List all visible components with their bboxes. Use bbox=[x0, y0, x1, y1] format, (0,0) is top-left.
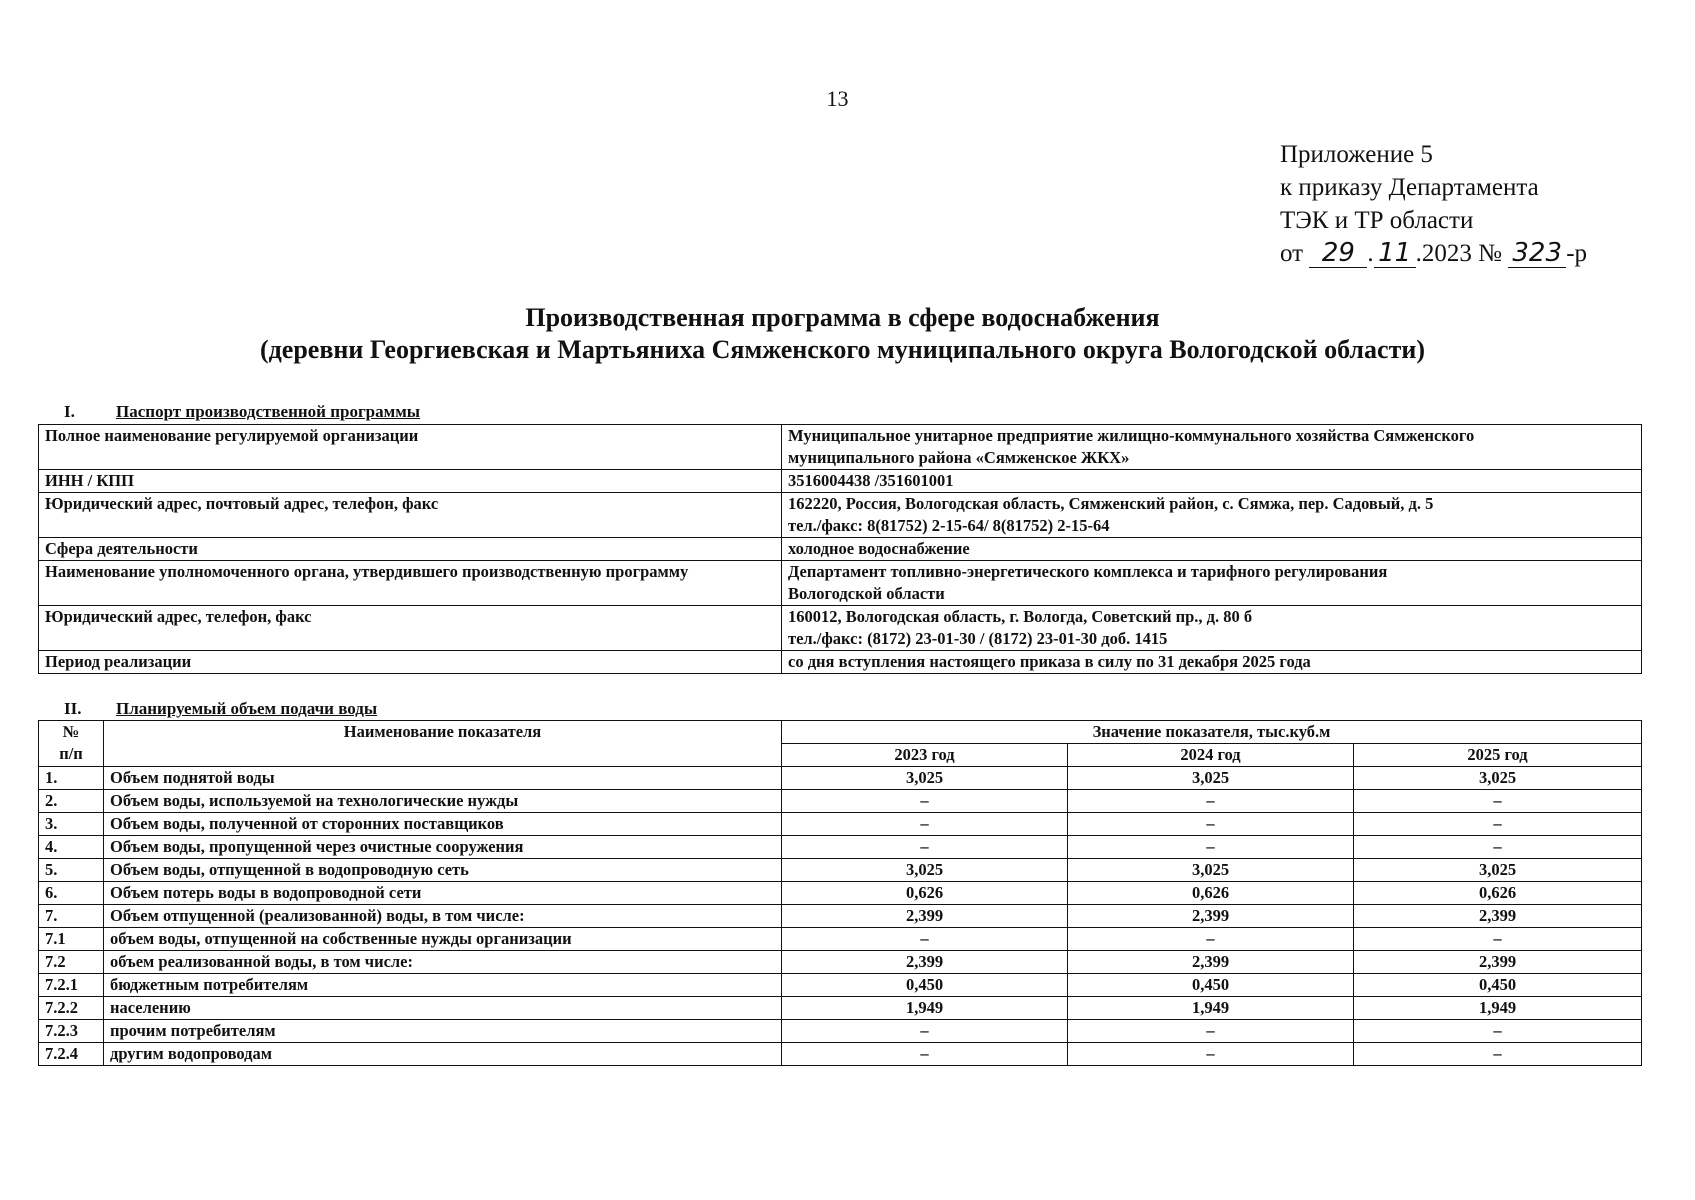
row-value-2023: 2,399 bbox=[782, 951, 1068, 974]
passport-value-line-1: Муниципальное унитарное предприятие жилищно-коммунального хозяйства Сямженского bbox=[788, 426, 1475, 445]
section-1-number: I. bbox=[64, 402, 75, 421]
row-indicator-name: Объем воды, используемой на технологические нужды bbox=[104, 790, 782, 813]
row-number: 2. bbox=[39, 790, 104, 813]
passport-value-line-2: тел./факс: (8172) 23-01-30 / (8172) 23-01-30 доб. 1415 bbox=[788, 629, 1168, 648]
row-value-2025: – bbox=[1354, 1020, 1642, 1043]
row-value-2023: – bbox=[782, 1043, 1068, 1066]
row-number: 7.2.2 bbox=[39, 997, 104, 1020]
table-row bbox=[39, 813, 1642, 836]
row-value-2024: – bbox=[1068, 1020, 1354, 1043]
row-value-2023: – bbox=[782, 928, 1068, 951]
passport-value bbox=[782, 538, 1642, 561]
row-number: 7. bbox=[39, 905, 104, 928]
order-suffix: -р bbox=[1566, 240, 1588, 267]
passport-value-line-1: 160012, Вологодская область, г. Вологда, Советский пр., д. 80 б bbox=[788, 607, 1253, 626]
section-1-heading bbox=[64, 402, 420, 422]
row-indicator-name: Объем воды, пропущенной через очистные сооружения bbox=[104, 836, 782, 859]
passport-value-line-2: тел./факс: 8(81752) 2-15-64/ 8(81752) 2-15-64 bbox=[788, 516, 1110, 535]
row-value-2023: 1,949 bbox=[782, 997, 1068, 1020]
title-line-1: Производственная программа в сфере водоснабжения bbox=[525, 303, 1160, 332]
table-row bbox=[39, 1043, 1642, 1066]
row-indicator-name: Объем потерь воды в водопроводной сети bbox=[104, 882, 782, 905]
row-value-2023: – bbox=[782, 790, 1068, 813]
row-value-2024: 2,399 bbox=[1068, 905, 1354, 928]
row-indicator-name: объем реализованной воды, в том числе: bbox=[104, 951, 782, 974]
passport-value-line-1: Департамент топливно-энергетического комплекса и тарифного регулирования bbox=[788, 562, 1388, 581]
row-value-2023: 3,025 bbox=[782, 767, 1068, 790]
passport-value-line-1: 162220, Россия, Вологодская область, Сямженский район, с. Сямжа, пер. Садовый, д. 5 bbox=[788, 494, 1434, 513]
header-name-cell: Наименование показателя bbox=[104, 721, 782, 767]
row-value-2025: – bbox=[1354, 1043, 1642, 1066]
passport-value bbox=[782, 470, 1642, 493]
appendix-block bbox=[1280, 138, 1587, 270]
header-year-2025: 2025 год bbox=[1354, 744, 1642, 767]
row-value-2025: 3,025 bbox=[1354, 767, 1642, 790]
passport-label: ИНН / КПП bbox=[39, 470, 782, 493]
row-indicator-name: бюджетным потребителям bbox=[104, 974, 782, 997]
row-number: 7.2 bbox=[39, 951, 104, 974]
row-indicator-name: Объем воды, отпущенной в водопроводную сеть bbox=[104, 859, 782, 882]
row-value-2025: 2,399 bbox=[1354, 951, 1642, 974]
row-value-2025: 2,399 bbox=[1354, 905, 1642, 928]
row-indicator-name: прочим потребителям bbox=[104, 1020, 782, 1043]
header-row bbox=[39, 721, 1642, 744]
table-row bbox=[39, 997, 1642, 1020]
row-value-2023: 0,450 bbox=[782, 974, 1068, 997]
row-number: 4. bbox=[39, 836, 104, 859]
passport-value bbox=[782, 425, 1642, 470]
row-value-2025: 0,450 bbox=[1354, 974, 1642, 997]
date-prefix: от bbox=[1280, 240, 1304, 267]
row-number: 7.2.1 bbox=[39, 974, 104, 997]
row-value-2024: – bbox=[1068, 836, 1354, 859]
date-month: 11 bbox=[1374, 239, 1416, 268]
row-value-2024: 3,025 bbox=[1068, 767, 1354, 790]
passport-value bbox=[782, 606, 1642, 651]
section-2-title: Планируемый объем подачи воды bbox=[116, 699, 378, 718]
section-1-title: Паспорт производственной программы bbox=[116, 402, 421, 421]
header-year-2024: 2024 год bbox=[1068, 744, 1354, 767]
row-indicator-name: объем воды, отпущенной на собственные нужды организации bbox=[104, 928, 782, 951]
passport-value-line-1: холодное водоснабжение bbox=[788, 539, 970, 558]
passport-label: Сфера деятельности bbox=[39, 538, 782, 561]
table-row bbox=[39, 1020, 1642, 1043]
passport-label: Полное наименование регулируемой организации bbox=[39, 425, 782, 470]
passport-row bbox=[39, 606, 1642, 651]
row-value-2024: – bbox=[1068, 1043, 1354, 1066]
appendix-line-1: Приложение 5 bbox=[1280, 141, 1433, 168]
row-value-2025: – bbox=[1354, 928, 1642, 951]
document-title bbox=[0, 302, 1685, 366]
water-volume-table bbox=[38, 720, 1642, 1066]
row-number: 6. bbox=[39, 882, 104, 905]
passport-row bbox=[39, 425, 1642, 470]
row-value-2023: – bbox=[782, 836, 1068, 859]
date-separator: . bbox=[1367, 240, 1374, 267]
table-row bbox=[39, 882, 1642, 905]
row-number: 3. bbox=[39, 813, 104, 836]
table-row bbox=[39, 836, 1642, 859]
title-line-2: (деревни Георгиевская и Мартьяниха Сямженского муниципального округа Вологодской области) bbox=[260, 335, 1425, 364]
order-number: 323 bbox=[1508, 239, 1566, 268]
row-value-2024: – bbox=[1068, 813, 1354, 836]
row-value-2024: 1,949 bbox=[1068, 997, 1354, 1020]
passport-row bbox=[39, 651, 1642, 674]
appendix-date-line bbox=[1280, 237, 1587, 270]
passport-table bbox=[38, 424, 1642, 674]
row-value-2025: – bbox=[1354, 836, 1642, 859]
row-value-2025: 3,025 bbox=[1354, 859, 1642, 882]
row-value-2024: – bbox=[1068, 928, 1354, 951]
passport-row bbox=[39, 561, 1642, 606]
row-value-2024: 0,626 bbox=[1068, 882, 1354, 905]
row-value-2023: 2,399 bbox=[782, 905, 1068, 928]
row-value-2023: – bbox=[782, 813, 1068, 836]
passport-label: Юридический адрес, телефон, факс bbox=[39, 606, 782, 651]
appendix-line-3: ТЭК и ТР области bbox=[1280, 207, 1474, 234]
header-num-cell bbox=[39, 721, 104, 767]
row-value-2024: – bbox=[1068, 790, 1354, 813]
row-value-2025: – bbox=[1354, 790, 1642, 813]
passport-value bbox=[782, 651, 1642, 674]
row-value-2025: – bbox=[1354, 813, 1642, 836]
date-year: .2023 № bbox=[1415, 240, 1502, 267]
table-row bbox=[39, 790, 1642, 813]
row-indicator-name: Объем воды, полученной от сторонних поставщиков bbox=[104, 813, 782, 836]
passport-label: Наименование уполномоченного органа, утвердившего производственную программу bbox=[39, 561, 782, 606]
header-num-line-2: п/п bbox=[59, 744, 83, 763]
passport-value-line-1: 3516004438 /351601001 bbox=[788, 471, 954, 490]
row-value-2024: 2,399 bbox=[1068, 951, 1354, 974]
row-indicator-name: населению bbox=[104, 997, 782, 1020]
row-value-2024: 3,025 bbox=[1068, 859, 1354, 882]
row-value-2023: 3,025 bbox=[782, 859, 1068, 882]
header-value-group: Значение показателя, тыс.куб.м bbox=[782, 721, 1642, 744]
passport-row bbox=[39, 493, 1642, 538]
appendix-line-2: к приказу Департамента bbox=[1280, 174, 1539, 201]
row-indicator-name: другим водопроводам bbox=[104, 1043, 782, 1066]
section-2-heading bbox=[64, 699, 377, 719]
row-value-2023: – bbox=[782, 1020, 1068, 1043]
header-num-line-1: № bbox=[62, 722, 80, 741]
row-indicator-name: Объем отпущенной (реализованной) воды, в том числе: bbox=[104, 905, 782, 928]
date-day: 29 bbox=[1309, 239, 1367, 268]
header-year-2023: 2023 год bbox=[782, 744, 1068, 767]
passport-value-line-2: муниципального района «Сямженское ЖКХ» bbox=[788, 448, 1130, 467]
passport-value bbox=[782, 493, 1642, 538]
row-value-2025: 0,626 bbox=[1354, 882, 1642, 905]
table-row bbox=[39, 951, 1642, 974]
passport-row bbox=[39, 538, 1642, 561]
table-row bbox=[39, 905, 1642, 928]
passport-row bbox=[39, 470, 1642, 493]
table-row bbox=[39, 928, 1642, 951]
table-row bbox=[39, 767, 1642, 790]
passport-value-line-2: Вологодской области bbox=[788, 584, 945, 603]
row-value-2025: 1,949 bbox=[1354, 997, 1642, 1020]
row-number: 5. bbox=[39, 859, 104, 882]
row-number: 1. bbox=[39, 767, 104, 790]
row-number: 7.1 bbox=[39, 928, 104, 951]
page-number: 13 bbox=[826, 86, 849, 111]
row-indicator-name: Объем поднятой воды bbox=[104, 767, 782, 790]
row-value-2024: 0,450 bbox=[1068, 974, 1354, 997]
passport-value bbox=[782, 561, 1642, 606]
row-value-2023: 0,626 bbox=[782, 882, 1068, 905]
table-row bbox=[39, 974, 1642, 997]
row-number: 7.2.4 bbox=[39, 1043, 104, 1066]
passport-value-line-1: со дня вступления настоящего приказа в силу по 31 декабря 2025 года bbox=[788, 652, 1311, 671]
passport-label: Период реализации bbox=[39, 651, 782, 674]
table-row bbox=[39, 859, 1642, 882]
passport-label: Юридический адрес, почтовый адрес, телефон, факс bbox=[39, 493, 782, 538]
section-2-number: II. bbox=[64, 699, 82, 718]
row-number: 7.2.3 bbox=[39, 1020, 104, 1043]
